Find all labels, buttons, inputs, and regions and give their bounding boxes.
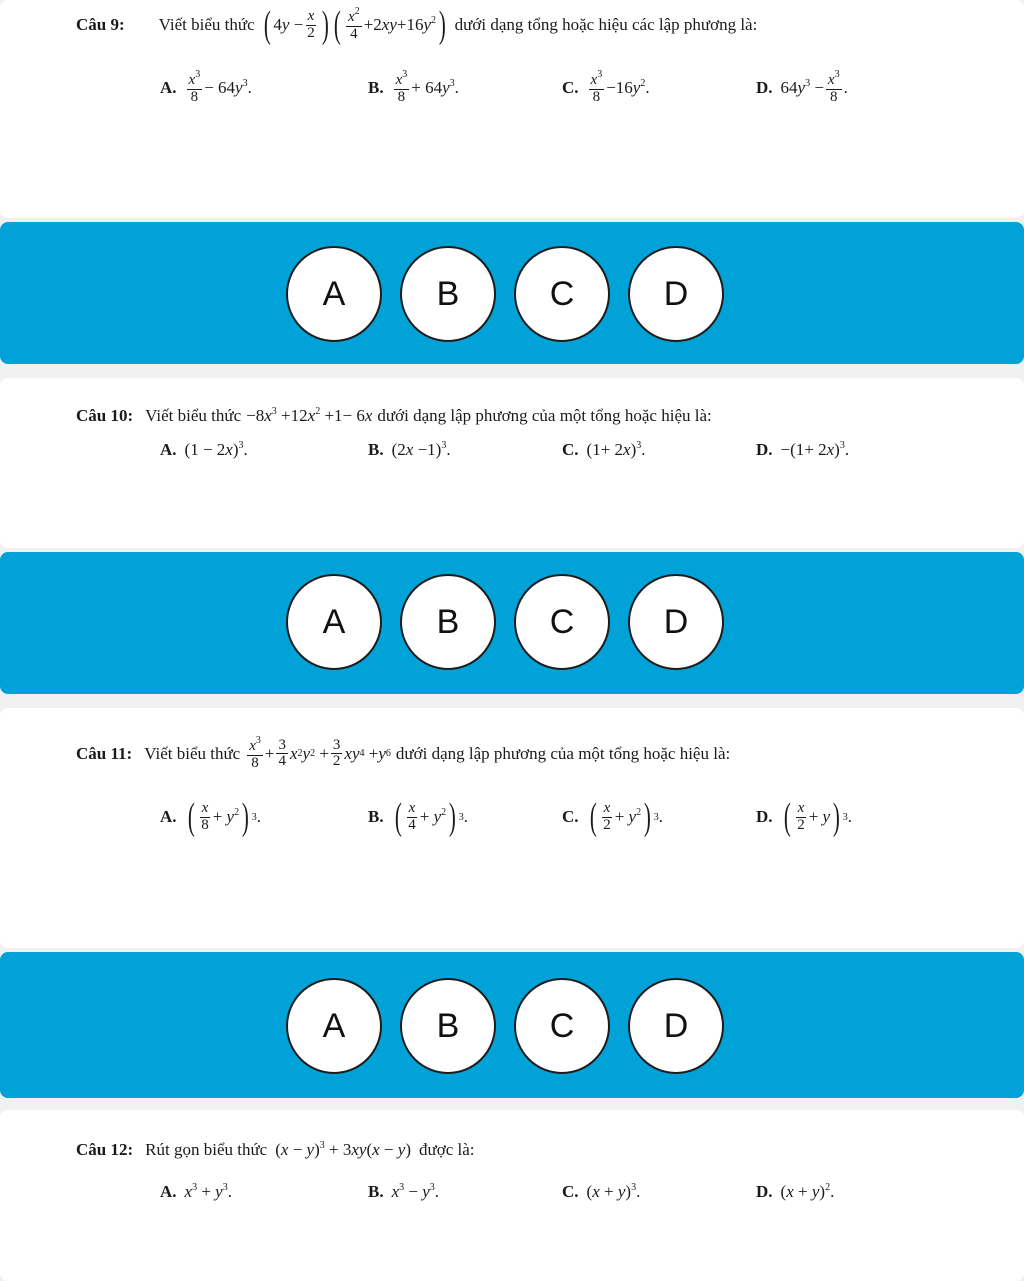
answer-a-button[interactable]: A <box>286 574 382 670</box>
question-11-text-after: dưới dạng lập phương của một tổng hoặc hiệu là: <box>395 743 731 763</box>
question-9-card <box>0 0 1024 218</box>
question-11-option-d: D. ( $\frac{x}{2}$ + y ) 3 . <box>756 796 852 838</box>
question-10-option-a: A. $(1 - 2x)^3$. <box>160 440 248 459</box>
answer-d-button[interactable]: D <box>628 246 724 342</box>
question-9-stem <box>76 6 757 44</box>
question-11-label: Câu 11: <box>76 743 133 763</box>
answer-c-button[interactable]: C <box>514 246 610 342</box>
question-9-label: Câu 9: <box>76 15 125 34</box>
question-12-option-d: D. $(x + y)^2$. <box>756 1182 835 1201</box>
question-12-card <box>0 1110 1024 1281</box>
answer-c-button[interactable]: C <box>514 574 610 670</box>
question-12-stem <box>76 1140 474 1160</box>
question-9-option-c: C. $\frac{x^3}{8}$ $-16y^2$. <box>562 69 650 105</box>
question-12-option-b: B. $x^3 - y^3$. <box>368 1182 440 1201</box>
question-10-option-b: B. $(2x -1)^3$. <box>368 440 451 459</box>
question-10-option-d: D. $-(1+ 2x)^3$. <box>756 440 850 459</box>
question-12-option-c: C. $(x + y)^3$. <box>562 1182 641 1201</box>
question-9-text-before: Viết biểu thức <box>158 15 255 34</box>
answer-a-button[interactable]: A <box>286 978 382 1074</box>
answer-d-button[interactable]: D <box>628 978 724 1074</box>
question-9-expression: ( 4y − $\frac{x}{2}$ ) ( $\frac{x^2}{4}$ $+2xy+16y^2$ ) <box>263 4 446 46</box>
question-10-text-after: dưới dạng lập phương của một tổng hoặc hiệu là: <box>377 406 712 425</box>
question-12-option-a: A. $x^3 + y^3$. <box>160 1182 232 1201</box>
question-12-label: Câu 12: <box>76 1140 134 1159</box>
answer-band-question-9 <box>0 222 1024 364</box>
question-10-expression: $-8x^3 +12x^2 +1- 6x$ <box>246 406 373 425</box>
question-9-option-b: B. $\frac{x^3}{8}$ + $64y^3$. <box>368 69 459 105</box>
question-12-text-before: Rút gọn biểu thức <box>145 1140 268 1159</box>
question-11-option-b: B. ( $\frac{x}{4}$ + $y^2$ ) 3 . <box>368 796 469 838</box>
question-10-card <box>0 378 1024 548</box>
question-11-card <box>0 708 1024 948</box>
answer-b-button[interactable]: B <box>400 978 496 1074</box>
question-11-expression: $\frac{x^3}{8}$ + $\frac{3}{4}$ x 2 y 2 + $\frac{3}{2}$ xy 4 + y 6 <box>249 735 391 771</box>
question-10-stem <box>76 406 712 426</box>
question-11-option-c: C. ( $\frac{x}{2}$ + $y^2$ ) 3 . <box>562 796 663 838</box>
question-10-label: Câu 10: <box>76 406 134 425</box>
answer-b-button[interactable]: B <box>400 574 496 670</box>
answer-b-button[interactable]: B <box>400 246 496 342</box>
question-9-text-after: dưới dạng tổng hoặc hiệu các lập phương là: <box>454 15 758 34</box>
question-11-stem <box>76 736 730 772</box>
question-11-option-a: A. ( $\frac{x}{8}$ + $y^2$ ) 3 . <box>160 796 261 838</box>
answer-c-button[interactable]: C <box>514 978 610 1074</box>
answer-a-button[interactable]: A <box>286 246 382 342</box>
question-9-option-d: D. $64y^3$ − $\frac{x^3}{8}$ . <box>756 69 848 105</box>
question-10-text-before: Viết biểu thức <box>145 406 242 425</box>
question-10-option-c: C. $(1+ 2x)^3$. <box>562 440 646 459</box>
question-12-expression: $(x - y)^3 + 3xy(x - y)$ <box>275 1140 411 1159</box>
question-9-option-a: A. $\frac{x^3}{8}$ − $64y^3$. <box>160 69 252 105</box>
answer-d-button[interactable]: D <box>628 574 724 670</box>
question-12-text-after: được là: <box>418 1140 475 1159</box>
answer-band-question-10 <box>0 552 1024 694</box>
answer-band-question-11 <box>0 952 1024 1098</box>
question-11-text-before: Viết biểu thức <box>144 743 241 763</box>
